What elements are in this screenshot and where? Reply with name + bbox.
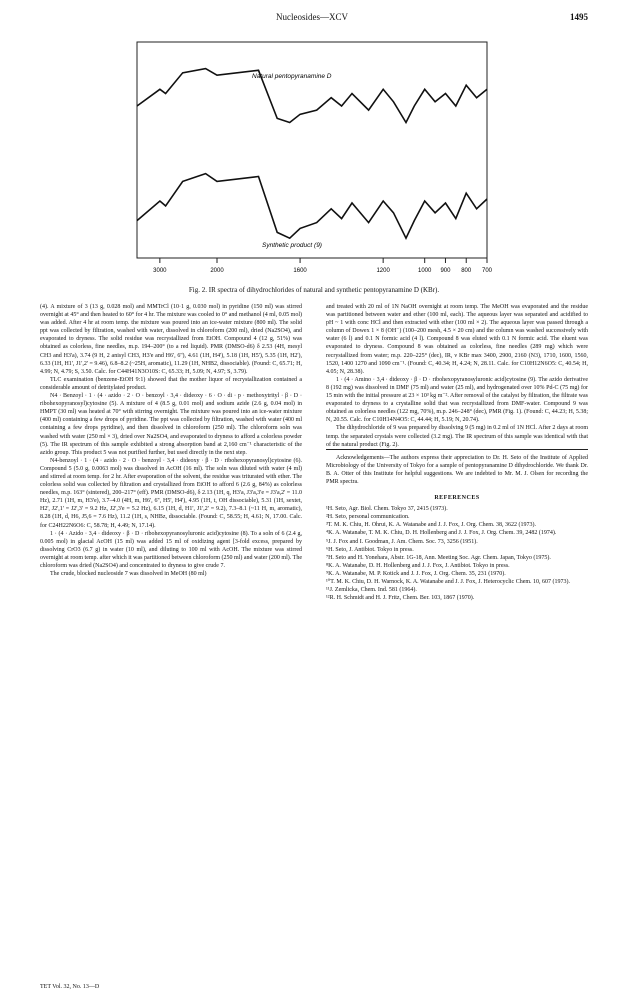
reference-item: ¹⁰T. M. K. Chiu, D. H. Warnock, K. A. Watanabe and J. J. Fox, J. Heterocyclic Chem. 10, 607 (1973). xyxy=(326,579,571,585)
x-tick-label: 700 xyxy=(481,268,493,274)
acknowledgements: Acknowledgements—The authors express their appreciation to Dr. H. Seto of the Institute of Applied Microbiology of the University of Tokyo for a sample of pentopyranamine D dihydrochloride. We thank Dr. B. A. Otter of this Institute for helpful suggestions. We are indebted to Mr. M. J. Olsen for recording the PMR spectra. xyxy=(326,449,588,486)
paragraph: TLC examination (benzene-EtOH 9:1) showed that the mother liquor of recrystallization contained a considerable amount of detritylated product. xyxy=(40,376,302,391)
reference-item: ²H. Seto, personal communication. xyxy=(326,514,410,521)
synthetic-label: Synthetic product (9) xyxy=(262,242,322,249)
paragraph: 1 · (4 · Amino · 3,4 · dideoxy · β · D · ribohexopyranosyluronic acid)cytosine (9). The azido derivative 8 (192 mg) was dissolved in DMF (75 ml) and water (25 ml), and hydrogenated over 10% Pd-C (75 mg) for 15 min with the initial pressure at 23 × 10³ kg m⁻². After removal of the catalyst by filtration, the filtrate was evaporated to dryness to a crystalline solid that was recrystallized from DMF-water. Compound 9 was obtained as colorless needles (122 mg, 70%), m.p. 246–248° (dec), PMR (Fig. 1). (Found: C, 44.23; H, 5.38; N, 20.55. Calc. for C10H14N4O5: C, 44.44; H, 5.19; N, 20.74). xyxy=(326,376,588,424)
left-column xyxy=(40,303,302,578)
references-heading: REFERENCES xyxy=(434,495,480,502)
reference-item: ¹H. Seto, Agr. Biol. Chem. Tokyo 37, 2415 (1973). xyxy=(326,506,448,513)
reference-item: ⁶H. Seto, J. Antibiot. Tokyo in press. xyxy=(326,546,414,553)
right-column xyxy=(326,303,588,602)
reference-item: ¹²R. H. Schmidt and H. J. Fritz, Chem. Ber. 103, 1867 (1970). xyxy=(326,595,475,602)
reference-item: ⁹K. A. Watanabe, M. P. Kotick and J. J. Fox, J. Org. Chem. 35, 231 (1970). xyxy=(326,570,506,577)
x-tick-label: 1000 xyxy=(418,268,432,274)
reference-item: ⁸K. A. Watanabe, D. H. Hollenberg and J. J. Fox, J. Antibiot. Tokyo in press. xyxy=(326,562,510,569)
reference-item: ⁴K. A. Watanabe, T. M. K. Chiu, D. H. Hollenberg and J. J. Fox, J. Org. Chem. 39, 2482 (1974). xyxy=(326,530,557,537)
paragraph: The crude, blocked nucleoside 7 was dissolved in MeOH (80 ml) xyxy=(50,571,207,578)
paragraph: N4 · Benzoyl · 1 · (4 · azido · 2 · O · benzoyl · 3,4 · dideoxy · 6 · O · di · p · methoxytrityl · β · D · ribohexopyranosyl)cytosine (5). A mixture of 4 (8.5 g, 0.01 mol) and sodium azide (2.6 g, 0.04 mol) in HMPT (30 ml) was heated at 70° with stirring overnight. The mixture was poured into an ice-water mixture (400 ml) containing a few drops of pyridine. The ppt was collected by filtration, washed with water (400 ml containing a few drops pyridine), and then dissolved in chloroform (250 ml). The chloroform soln was washed with water (250 ml × 3), dried over Na2SO4, and evaporated to dryness to afford a colorless powder (5). The IR spectrum of this sample exhibited a strong absorption band at 2,160 cm⁻¹ characteristic of the azido group. This product 5 was not purified further, but used directly in the next step. xyxy=(40,393,302,456)
paragraph: N4-benzoyl · 1 · (4 · azido · 2 · O · benzoyl · 3,4 · dideoxy · β · D · ribohexopyranosyl)cytosine (6). Compound 5 (5.0 g, 0.0063 mol) was dissolved in AcOH (16 ml). The soln was diluted with water (4 ml) and stirred at room temp. for 2 hr. After evaporation of the solvent, the residue was triturated with ether. The colorless solid was collected by filtration and crystallized from EtOH to afford 6 (2.6 g, 84%) as colorless needles, m.p. 163° (sintered), 200–217° (eff). PMR (DMSO-d6), δ 2.13 (1H, q, H3'a, J3'a,3'e = J3'a,2' = 11.0 Hz), 2.71 (1H, m, H3'e), 3.7–4.0 (4H, m, H6', 6'', H5', H4'), 4.95 (1H, t, OH dissociable), 5.31 (1H, sextet, H2', J2',1' = J2',3' = 9.2 Hz, J2',3'e = 5.2 Hz), 6.15 (1H, d, H1', J1',2' = 9.2), 7.3–8.1 (~11 H, m, aromatic), 8.28 (1H, d, H6, J5,6 = 7.6 Hz), 11.2 (1H, s, NHBz, dissociable. (Found: C, 58.55; H, 4.61; N, 17.00. Calc. for C24H22N6O6: C, 58.78; H, 4.49; N, 17.14). xyxy=(40,457,302,529)
paragraph: The dihydrochloride of 9 was prepared by dissolving 9 (5 mg) in 0.2 ml of 1N HCl. After 2 days at room temp. the separated crystals were collected (3.2 mg). The IR spectrum of this sample was identical with that of the natural product (Fig. 2). xyxy=(326,425,588,448)
paragraph: 1 · (4 · Azido · 3,4 · dideoxy · β · D · ribohexopyranosyluronic acid)cytosine (8). To a soln of 6 (2.4 g, 0.005 mol) in glacial AcOH (15 ml) was added 15 ml of oxidizing agent [3-fold excess, prepared by dissolving CrO3 (6.7 g) in water (10 ml), and diluting to 100 ml with AcOH. The mixture was stirred overnight at room temp. after which it was partitioned between chloroform (250 ml) and water (200 ml). The chloroform was dried (Na2SO4) and concentrated to dryness to give crude 7. xyxy=(40,530,302,569)
references-list xyxy=(326,505,588,602)
reference-item: ¹¹J. Zemlicka, Chem. Ind. 581 (1964). xyxy=(326,587,417,594)
x-tick-label: 1200 xyxy=(376,268,390,274)
spectrum-line-synthetic xyxy=(137,174,487,239)
x-tick-label: 1600 xyxy=(293,268,307,274)
page-number: 1495 xyxy=(570,12,588,22)
x-tick-label: 800 xyxy=(461,268,472,274)
x-tick-label: 3000 xyxy=(153,268,167,274)
paragraph: (4). A mixture of 3 (13 g, 0.028 mol) and MMTrCl (10·1 g, 0.030 mol) in pyridine (150 ml) was stirred overnight at 45° and then heated to 60° for 4 hr. The mixture was cooled to 0° and methanol (4 ml, 0.05 mol) was added. After 4 hr at room temp. the mixture was poured into an ice-water mixture (800 ml). The solid ppt was collected by filtration, washed with water, dissolved in chloroform (200 ml), dried (Na2SO4), and evaporated to dryness. The solid residue was recrystallized from EtOH. Compound 4 (12 g, 51%) was obtained as colorless, fine needles, m.p. 194–200° (to a red liquid). PMR (DMSO-d6) δ 2.53 (4H, mesyl CH3 and H3'a), 3.74 (9 H, 2 anisyl CH3, H3'e and H6', 6''), 4.61 (1H, H4'), 5.18 (1H, H5'), 5.35 (1H, H2'), 6.33 (1H, H1', J1',2' = 9.46), 6.8–8.2 (~25H, aromatic), 11.29 (1H, NHB2, dissociable). (Found: C, 65.71; H, 4.99; N, 4.79; S, 3.50. Calc. for C44H41N3O10S: C, 65.33; H, 5.09; N, 4.97; S, 3.79). xyxy=(40,304,302,375)
ir-spectrum-figure xyxy=(102,40,522,282)
x-tick-label: 900 xyxy=(440,268,451,274)
reference-item: ³T. M. K. Chiu, H. Ohrui, K. A. Watanabe and J. J. Fox, J. Org. Chem. 38, 3622 (1973). xyxy=(326,522,536,529)
reference-item: ⁵J. J. Fox and I. Goodman, J. Am. Chem. Soc. 73, 3256 (1951). xyxy=(326,538,478,545)
natural-label: Natural pentopyranamine D xyxy=(252,73,332,80)
footer: TET Vol. 32, No. 13—D xyxy=(40,984,100,990)
running-header: Nucleosides—XCV xyxy=(276,12,348,22)
x-tick-label: 2000 xyxy=(210,268,224,274)
figure-caption: Fig. 2. IR spectra of dihydrochlorides of natural and synthetic pentopyranamine D (KBr). xyxy=(188,286,440,294)
reference-item: ⁷H. Seto and H. Yonehara, Abstr. 1G-18, Ann. Meeting Soc. Agr. Chem. Japan, Tokyo (1975). xyxy=(326,554,551,561)
paragraph: and treated with 20 ml of 1N NaOH overnight at room temp. The MeOH was evaporated and the residue was partitioned between water and ether (100 ml, each). The aqueous layer was separated and acidified to pH ~ 1 with conc HCl and then extracted with ether (100 ml × 2). The aqueous layer was passed through a column of Dowex 1 × 8 (OH⁻) (100–200 mesh, 4.5 × 20 cm) and the column was washed successively with water (6 l) and 0.1 N formic acid (4 l). Compound 8 was eluted with 0.1 N formic acid. The eluent was evaporated to dryness. Compound 8 was obtained as colorless, fine needles (289 mg) which were recrystallized from water; m.p. 220–225° (dec), IR, ν KBr max 3400, 2900, 2160 (N3), 1710, 1600, 1560, 1520, 1400 1270 and 1090 cm⁻¹. (Found: C, 40.34; H, 4.24; N, 28.11. Calc. for C10H12N6O5: C, 40.54; H, 4.05; N, 28.38). xyxy=(326,304,588,375)
